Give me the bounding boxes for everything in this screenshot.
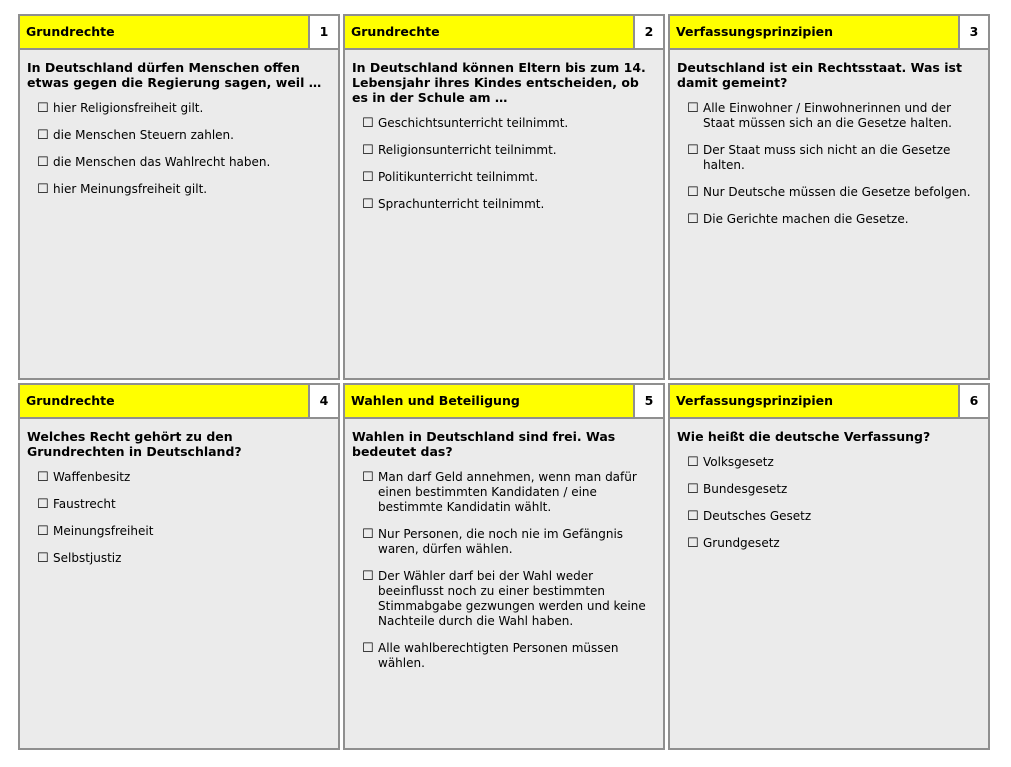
answer-option[interactable] xyxy=(687,482,980,497)
question-card-3 xyxy=(668,14,990,380)
checkbox-icon[interactable]: ☐ xyxy=(37,128,49,143)
card-header xyxy=(670,385,988,419)
card-question: In Deutschland dürfen Menschen offen etwas gegen die Regierung sagen, weil … xyxy=(27,60,322,90)
answer-text: Deutsches Gesetz xyxy=(703,509,812,523)
answer-text: Faustrecht xyxy=(53,497,116,511)
card-category: Wahlen und Beteiligung xyxy=(345,385,635,417)
checkbox-icon[interactable]: ☐ xyxy=(687,143,699,158)
answer-text: hier Meinungsfreiheit gilt. xyxy=(53,182,208,196)
card-question: Welches Recht gehört zu den Grundrechten in Deutschland? xyxy=(27,429,242,459)
card-question: Deutschland ist ein Rechtsstaat. Was ist damit gemeint? xyxy=(677,60,962,90)
answer-option[interactable] xyxy=(37,551,330,566)
answer-option[interactable] xyxy=(362,116,655,131)
card-number: 4 xyxy=(310,385,338,417)
answer-text: Die Gerichte machen die Gesetze. xyxy=(703,212,909,226)
answer-text: Nur Deutsche müssen die Gesetze befolgen. xyxy=(703,185,971,199)
answer-option[interactable] xyxy=(37,470,330,485)
checkbox-icon[interactable]: ☐ xyxy=(687,536,699,551)
answer-option[interactable] xyxy=(37,101,330,116)
checkbox-icon[interactable]: ☐ xyxy=(37,101,49,116)
card-header xyxy=(670,16,988,50)
checkbox-icon[interactable]: ☐ xyxy=(687,185,699,200)
answer-text: Bundesgesetz xyxy=(703,482,788,496)
answer-option[interactable] xyxy=(687,509,980,524)
card-number: 1 xyxy=(310,16,338,48)
answer-text: Politikunterricht teilnimmt. xyxy=(378,170,539,184)
answer-option[interactable] xyxy=(687,101,980,131)
answer-text: Meinungsfreiheit xyxy=(53,524,154,538)
answer-text: Nur Personen, die noch nie im Gefängnis waren, dürfen wählen. xyxy=(378,527,624,556)
checkbox-icon[interactable]: ☐ xyxy=(362,143,374,158)
answer-option[interactable] xyxy=(362,527,655,557)
question-card-1 xyxy=(18,14,340,380)
answer-text: Man darf Geld annehmen, wenn man dafür einen bestimmten Kandidaten / eine bestimmte Kandidatin wählt. xyxy=(378,470,637,514)
checkbox-icon[interactable]: ☐ xyxy=(362,116,374,131)
answer-option[interactable] xyxy=(37,497,330,512)
question-card-5 xyxy=(343,383,665,750)
answer-text: die Menschen Steuern zahlen. xyxy=(53,128,234,142)
answer-list xyxy=(670,444,988,551)
card-header xyxy=(345,385,663,419)
answer-option[interactable] xyxy=(37,155,330,170)
answer-option[interactable] xyxy=(687,536,980,551)
answer-option[interactable] xyxy=(37,524,330,539)
checkbox-icon[interactable]: ☐ xyxy=(362,527,374,542)
answer-option[interactable] xyxy=(687,185,980,200)
answer-text: Der Staat muss sich nicht an die Gesetze halten. xyxy=(703,143,951,172)
card-header xyxy=(20,16,338,50)
answer-list xyxy=(345,105,663,212)
checkbox-icon[interactable]: ☐ xyxy=(37,551,49,566)
answer-text: Der Wähler darf bei der Wahl weder beeinflusst noch zu einer bestimmten Stimmabgabe gezwungen werden und keine Nachteile durch die Wahl haben. xyxy=(378,569,646,628)
checkbox-icon[interactable]: ☐ xyxy=(687,482,699,497)
answer-option[interactable] xyxy=(362,143,655,158)
answer-list xyxy=(670,90,988,227)
card-number: 3 xyxy=(960,16,988,48)
answer-option[interactable] xyxy=(687,212,980,227)
checkbox-icon[interactable]: ☐ xyxy=(37,155,49,170)
answer-text: Alle wahlberechtigten Personen müssen wählen. xyxy=(378,641,619,670)
answer-option[interactable] xyxy=(362,170,655,185)
checkbox-icon[interactable]: ☐ xyxy=(362,641,374,656)
card-number: 6 xyxy=(960,385,988,417)
checkbox-icon[interactable]: ☐ xyxy=(687,455,699,470)
answer-option[interactable] xyxy=(362,641,655,671)
card-category: Verfassungsprinzipien xyxy=(670,16,960,48)
card-question: In Deutschland können Eltern bis zum 14. Lebensjahr ihres Kindes entscheiden, ob es in der Schule am … xyxy=(352,60,646,105)
answer-option[interactable] xyxy=(362,569,655,629)
card-category: Grundrechte xyxy=(20,385,310,417)
checkbox-icon[interactable]: ☐ xyxy=(687,509,699,524)
card-category: Grundrechte xyxy=(345,16,635,48)
answer-text: die Menschen das Wahlrecht haben. xyxy=(53,155,271,169)
answer-text: Grundgesetz xyxy=(703,536,780,550)
answer-list xyxy=(345,459,663,671)
checkbox-icon[interactable]: ☐ xyxy=(37,524,49,539)
answer-text: Sprachunterricht teilnimmt. xyxy=(378,197,545,211)
answer-option[interactable] xyxy=(687,143,980,173)
question-card-6 xyxy=(668,383,990,750)
card-header xyxy=(345,16,663,50)
card-number: 5 xyxy=(635,385,663,417)
answer-list xyxy=(20,459,338,566)
answer-text: Waffenbesitz xyxy=(53,470,131,484)
answer-option[interactable] xyxy=(37,182,330,197)
answer-text: Selbstjustiz xyxy=(53,551,122,565)
card-category: Grundrechte xyxy=(20,16,310,48)
checkbox-icon[interactable]: ☐ xyxy=(37,182,49,197)
answer-option[interactable] xyxy=(362,470,655,515)
card-header xyxy=(20,385,338,419)
card-question: Wie heißt die deutsche Verfassung? xyxy=(677,429,931,444)
question-card-4 xyxy=(18,383,340,750)
checkbox-icon[interactable]: ☐ xyxy=(362,569,374,584)
question-card-2 xyxy=(343,14,665,380)
answer-text: hier Religionsfreiheit gilt. xyxy=(53,101,204,115)
card-category: Verfassungsprinzipien xyxy=(670,385,960,417)
answer-text: Geschichtsunterricht teilnimmt. xyxy=(378,116,569,130)
checkbox-icon[interactable]: ☐ xyxy=(687,101,699,116)
checkbox-icon[interactable]: ☐ xyxy=(362,170,374,185)
card-question: Wahlen in Deutschland sind frei. Was bedeutet das? xyxy=(352,429,616,459)
checkbox-icon[interactable]: ☐ xyxy=(37,497,49,512)
answer-list xyxy=(20,90,338,197)
checkbox-icon[interactable]: ☐ xyxy=(362,470,374,485)
answer-option[interactable] xyxy=(37,128,330,143)
checkbox-icon[interactable]: ☐ xyxy=(37,470,49,485)
answer-option[interactable] xyxy=(687,455,980,470)
checkbox-icon[interactable]: ☐ xyxy=(687,212,699,227)
answer-text: Volksgesetz xyxy=(703,455,774,469)
answer-text: Alle Einwohner / Einwohnerinnen und der Staat müssen sich an die Gesetze halten. xyxy=(703,101,952,130)
answer-text: Religionsunterricht teilnimmt. xyxy=(378,143,557,157)
answer-option[interactable] xyxy=(362,197,655,212)
card-number: 2 xyxy=(635,16,663,48)
checkbox-icon[interactable]: ☐ xyxy=(362,197,374,212)
